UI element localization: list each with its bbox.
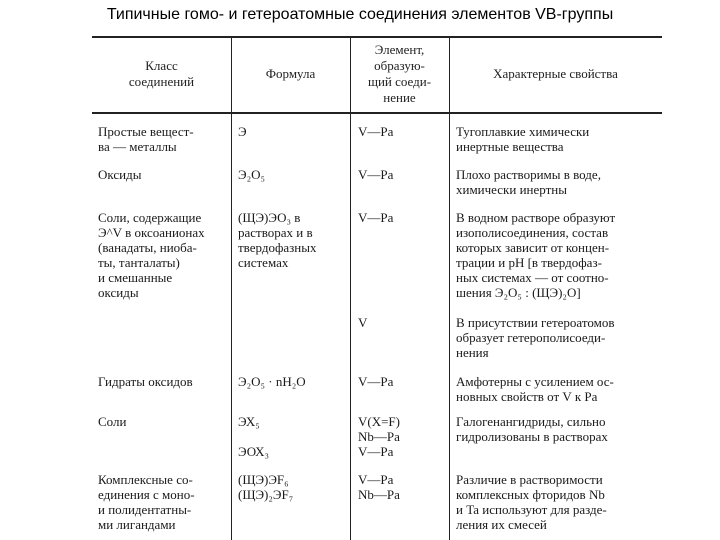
cell-line: ЭОХ₃: [238, 444, 270, 459]
header-bottom-rule: [92, 112, 662, 114]
cell-line: твердофазных: [238, 240, 317, 255]
header-properties: [449, 66, 662, 82]
cell-line: нения: [456, 345, 489, 360]
cell-line: Соли: [98, 414, 127, 429]
header-class-line: Класс: [145, 58, 178, 73]
cell-line: V: [358, 315, 368, 330]
cell-class: [98, 124, 228, 154]
cell-line: Различие в растворимости: [456, 472, 603, 487]
cell-line: Плохо растворимы в воде,: [456, 167, 601, 182]
cell-line: ления их смесей: [456, 517, 547, 532]
cell-class: [98, 472, 228, 532]
table-top-rule: [92, 36, 662, 38]
cell-line: Э: [238, 124, 247, 139]
compounds-table: [92, 36, 662, 540]
cell-line: (ванадаты, ниоба-: [98, 240, 197, 255]
cell-line: Соли, содержащие: [98, 210, 202, 225]
cell-line: Галогенангидриды, сильно: [456, 414, 606, 429]
cell-line: изополисоединения, состав: [456, 225, 609, 240]
cell-line: V(X=F): [358, 414, 400, 429]
cell-properties: [456, 472, 660, 532]
cell-element: [358, 374, 448, 389]
header-element-line: образую-: [374, 58, 425, 73]
cell-line: и Ta используют для разде-: [456, 502, 607, 517]
cell-class: [98, 374, 228, 389]
cell-element: [358, 124, 448, 139]
cell-line: V—Pa: [358, 444, 394, 459]
cell-line: комплексных фторидов Nb: [456, 487, 605, 502]
header-element: [350, 42, 449, 106]
cell-formula: [238, 124, 348, 139]
cell-line: Оксиды: [98, 167, 142, 182]
cell-line: трации и pH [в твердофаз-: [456, 255, 602, 270]
cell-properties: [456, 414, 660, 444]
cell-element: [358, 414, 448, 459]
header-element-line: нение: [383, 90, 416, 105]
cell-line: и смешанные: [98, 270, 173, 285]
cell-line: V—Pa: [358, 472, 394, 487]
header-element-line: щий соеди-: [367, 74, 432, 89]
cell-line: (ЩЭ)₂ЭF₇: [238, 487, 294, 502]
cell-properties: [456, 374, 660, 404]
cell-line: В присутствии гетероатомов: [456, 315, 615, 330]
cell-class: [98, 210, 228, 300]
cell-line: Гидраты оксидов: [98, 374, 193, 389]
cell-element: [358, 210, 448, 225]
header-properties-line: Характерные свойства: [493, 66, 618, 81]
cell-line: [238, 429, 348, 444]
cell-line: V—Pa: [358, 210, 394, 225]
cell-line: Амфотерны с усилением ос-: [456, 374, 614, 389]
cell-formula: [238, 414, 348, 459]
cell-line: Nb—Pa: [358, 487, 400, 502]
cell-line: (ЩЭ)ЭО₃ в: [238, 210, 301, 225]
cell-formula: [238, 472, 348, 502]
cell-element: [358, 472, 448, 502]
cell-properties: [456, 210, 660, 300]
slide-title: Типичные гомо- и гетероатомные соединения элементов VB-группы: [106, 6, 614, 23]
cell-line: Э₂О₅: [238, 167, 266, 182]
cell-line: и полидентатны-: [98, 502, 192, 517]
cell-line: системах: [238, 255, 289, 270]
cell-line: растворах и в: [238, 225, 313, 240]
cell-line: Nb—Pa: [358, 429, 400, 444]
cell-line: (ЩЭ)ЭF₆: [238, 472, 289, 487]
cell-line: новных свойств от V к Pa: [456, 389, 598, 404]
cell-line: шения Э₂О₅ : (ЩЭ)₂О]: [456, 285, 581, 300]
column-divider-3: [449, 36, 450, 540]
cell-line: Э₂О₅ · nН₂О: [238, 374, 306, 389]
cell-line: ных системах — от соотно-: [456, 270, 609, 285]
cell-formula: [238, 210, 348, 270]
cell-class: [98, 167, 228, 182]
cell-line: ЭХ₅: [238, 414, 260, 429]
cell-line: V—Pa: [358, 374, 394, 389]
header-class-line: соединений: [128, 74, 195, 89]
header-formula-line: Формула: [265, 66, 316, 81]
cell-line: инертные вещества: [456, 139, 564, 154]
header-formula: [231, 66, 350, 82]
cell-line: образует гетерополисоеди-: [456, 330, 606, 345]
cell-class: [98, 414, 228, 429]
header-element-line: Элемент,: [374, 42, 425, 57]
cell-properties: [456, 124, 660, 154]
column-divider-2: [350, 36, 351, 540]
cell-line: V—Pa: [358, 167, 394, 182]
cell-line: ты, танталаты): [98, 255, 180, 270]
cell-line: В водном растворе образуют: [456, 210, 616, 225]
cell-line: ми лигандами: [98, 517, 176, 532]
cell-line: оксиды: [98, 285, 139, 300]
cell-element: [358, 167, 448, 182]
cell-formula: [238, 374, 348, 389]
cell-line: гидролизованы в растворах: [456, 429, 608, 444]
cell-line: Э^V в оксоанионах: [98, 225, 205, 240]
cell-line: химически инертны: [456, 182, 567, 197]
cell-line: единения с моно-: [98, 487, 195, 502]
cell-line: Комплексные со-: [98, 472, 193, 487]
column-divider-1: [231, 36, 232, 540]
cell-line: ва — металлы: [98, 139, 177, 154]
cell-line: Тугоплавкие химически: [456, 124, 590, 139]
cell-line: V—Pa: [358, 124, 394, 139]
cell-properties: [456, 167, 660, 197]
cell-element: [358, 315, 448, 330]
cell-line: Простые вещест-: [98, 124, 194, 139]
cell-formula: [238, 167, 348, 182]
header-class: [92, 58, 231, 90]
cell-line: которых зависит от концен-: [456, 240, 610, 255]
cell-properties: [456, 315, 660, 360]
